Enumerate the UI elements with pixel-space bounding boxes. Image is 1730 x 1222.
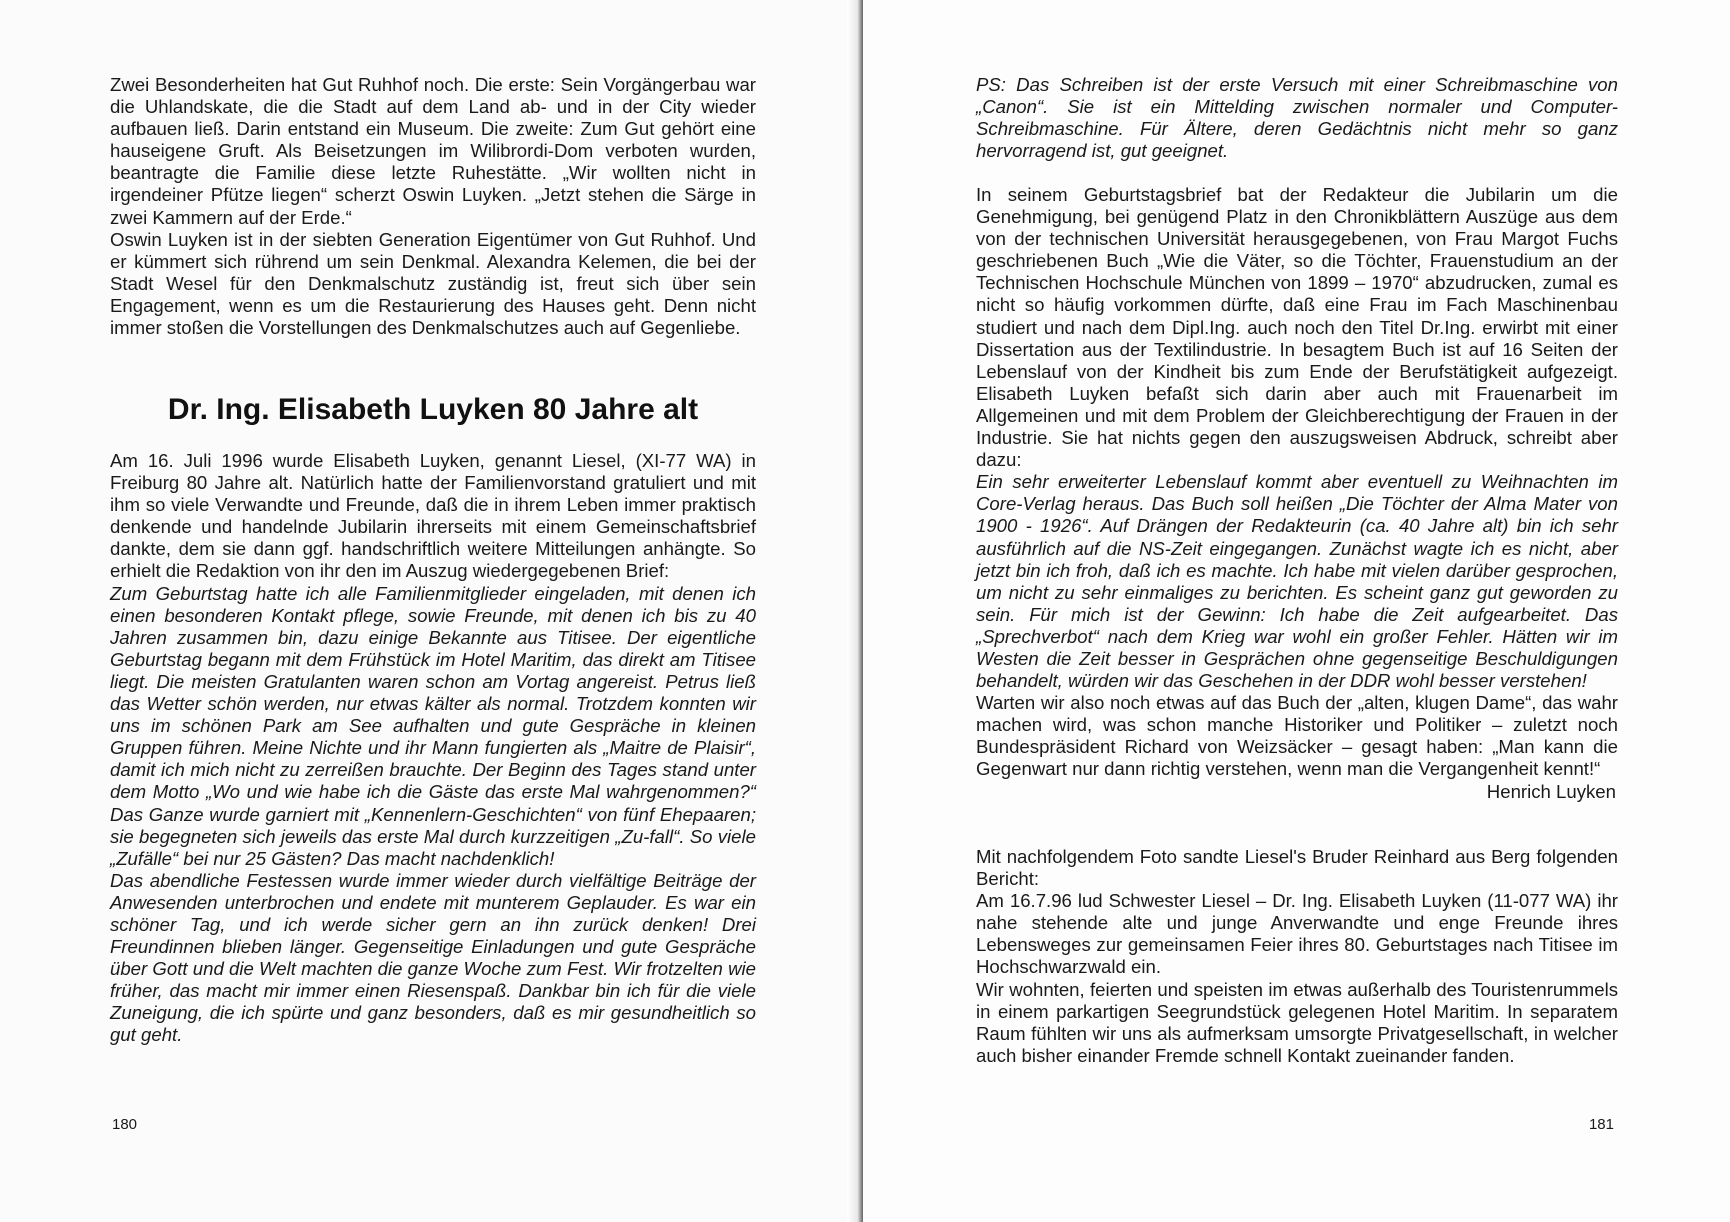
report-section — [976, 846, 1618, 1067]
intro-section — [110, 74, 756, 339]
author-signature: Henrich Luyken — [1486, 780, 1616, 802]
closing-paragraph: Warten wir also noch etwas auf das Buch der „alten, klugen Dame“, das wahr machen wird, was schon manche Historiker und Politiker – zuletzt noch Bundespräsident Richard von Weizsäcker – gesagt haben: „Man kann die Gegenwart nur dann richtig verstehen, wenn man die Vergangenheit kennt!“ — [976, 692, 1618, 780]
article-body — [110, 450, 756, 1047]
right-page — [863, 0, 1730, 1222]
letter-excerpt-2: Das abendliche Festessen wurde immer wieder durch vielfältige Beiträge der Anwesenden unterbrochen und endete mit munterem Geplauder. Es war ein schöner Tag, und ich werde sicher gern an ihn zurück denken! Drei Freundinnen blieben länger. Gegenseitige Einladungen und gute Gespräche über Gott und die Welt machten die ganze Woche zum Fest. Wir frotzelten wie früher, das macht mir immer einen Riesenspaß. Dankbar bin ich für die viele Zuneigung, die ich spürte und ganz besonders, daß es mir gesundheitlich so gut geht. — [110, 869, 756, 1046]
letter-excerpt-1: Zum Geburtstag hatte ich alle Familienmitglieder eingeladen, mit denen ich einen besonderen Kontakt pflege, sowie Freunde, mit denen ich bis zu 40 Jahren zusammen bin, dazu einige Bekannte aus Titisee. Der eigentliche Geburtstag begann mit dem Frühstück im Hotel Maritim, das direkt am Titisee liegt. Die meisten Gratulanten waren schon am Vortag angereist. Petrus ließ das Wetter schön werden, nur etwas kälter als normal. Trotzdem konnten wir uns im schönen Park am See aufhalten und gute Gespräche in kleinen Gruppen führen. Meine Nichte und ihr Mann fungierten als „Maitre de Plaisir“, damit ich mich nicht zu zerreißen brauchte. Der Beginn des Tages stand unter dem Motto „Wo und wie habe ich die Gäste das erste Mal wahrgenommen?“ Das Ganze wurde garniert mit „Kennenlern-Geschichten“ von fünf Ehepaaren; sie begegneten sich jeweils das erste Mal durch kurzzeitigen „Zu-fall“. So viele „Zufälle“ bei nur 25 Gästen? Das macht nachdenklich! — [110, 582, 756, 869]
left-page — [0, 0, 863, 1222]
report-line-2: Am 16.7.96 lud Schwester Liesel – Dr. Ing. Elisabeth Luyken (11-077 WA) ihr nahe stehende alte und junge Anverwandte und enge Freunde ihres Lebensweges zur gemeinsamen Feier ihres 80. Geburtstages nach Titisee im Hochschwarzwald ein. — [976, 890, 1618, 978]
editor-paragraph: In seinem Geburtstagsbrief bat der Redakteur die Jubilarin um die Genehmigung, bei genügend Platz in den Chronikblättern Auszüge aus dem von der technischen Universität herausgegebenen, von Frau Margot Fuchs geschriebenen Buch „Wie die Väter, so die Töchter, Frauenstudium an der Technischen Hochschule München von 1899 – 1970“ abzudrucken, zumal es nicht so häufig vorkommen dürfte, daß eine Frau im Fach Maschinenbau studiert und nach dem Dipl.Ing. auch noch den Titel Dr.Ing. erwirbt mit einer Dissertation aus der Textilindustrie. In besagtem Buch ist auf 16 Seiten der Lebenslauf von der Kindheit bis zum Ende der Berufstätigkeit aufgezeigt. Elisabeth Luyken befaßt sich darin aber auch mit Frauenarbeit im Allgemeinen und mit dem Problem der Gleichberechtigung der Frauen in der Industrie. Sie hat nichts gegen den auszugsweisen Abdruck, schreibt aber dazu: — [976, 184, 1618, 471]
editor-section — [976, 184, 1618, 803]
intro-paragraph-ruhhof: Zwei Besonderheiten hat Gut Ruhhof noch. Die erste: Sein Vorgängerbau war die Uhlandskate, die die Stadt auf dem Land ab- und in der City wieder aufbauen ließ. Darin entstand ein Museum. Die zweite: Zum Gut gehört eine hauseigene Gruft. Als Beisetzungen im Wilibrordi-Dom verboten wurden, beantragte die Familie diese letzte Ruhestätte. „Wir wollten nicht in irgendeiner Pfütze liegen“ scherzt Oswin Luyken. „Jetzt stehen die Särge in zwei Kammern auf der Erde.“ — [110, 74, 756, 228]
page-number-left: 180 — [112, 1116, 138, 1133]
article-intro: Am 16. Juli 1996 wurde Elisabeth Luyken, genannt Liesel, (XI-77 WA) in Freiburg 80 Jahre alt. Natürlich hatte der Familienvorstand gratuliert und mit ihm so viele Verwandte und Freunde, daß die in ihrem Leben immer praktisch denkende und handelnde Jubilarin ihrerseits mit einem Gemeinschaftsbrief dankte, dem sie dann ggf. handschriftlich weitere Mitteilungen anhängte. So erhielt die Redaktion von ihr den im Auszug wiedergegebenen Brief: — [110, 450, 756, 582]
report-line-3: Wir wohnten, feierten und speisten im etwas außerhalb des Touristenrummels in einem parkartigen Seegrundstück gelegenen Hotel Maritim. In separatem Raum fühlten wir uns als aufmerksam umsorgte Privatgesellschaft, in welcher auch bisher einander Fremde schnell Kontakt zueinander fanden. — [976, 978, 1618, 1066]
intro-paragraph-oswin: Oswin Luyken ist in der siebten Generation Eigentümer von Gut Ruhhof. Und er kümmert sich rührend um sein Denkmal. Alexandra Kelemen, die bei der Stadt Wesel für den Denkmalschutz zuständig ist, freut sich über sein Engagement, wenn es um die Restaurierung des Hauses geht. Denn nicht immer stoßen die Vorstellungen des Denkmalschutzes auch auf Gegenliebe. — [110, 228, 756, 339]
report-line-1: Mit nachfolgendem Foto sandte Liesel's Bruder Reinhard aus Berg folgenden Bericht: — [976, 846, 1618, 890]
article-headline: Dr. Ing. Elisabeth Luyken 80 Jahre alt — [167, 393, 699, 426]
quoted-reply: Ein sehr erweiterter Lebenslauf kommt aber eventuell zu Weihnachten im Core-Verlag heraus. Das Buch soll heißen „Die Töchter der Alma Mater von 1900 - 1926“. Auf Drängen der Redakteurin (ca. 40 Jahre alt) bin ich sehr ausführlich auf die NS-Zeit eingegangen. Zunächst wagte ich es nicht, aber jetzt bin ich froh, daß ich es machte. Ich habe mit vielen darüber gesprochen, um nicht zu sehr einmaliges zu berichten. Es scheint ganz gut geworden zu sein. Für mich ist der Gewinn: Ich habe die Zeit aufgearbeitet. Das „Sprechverbot“ nach dem Krieg war wohl ein großer Fehler. Hätten wir im Westen die Zeit besser in Gesprächen ohne gegenseitige Beschuldigungen behandelt, würden wir das Geschehen in der DDR wohl besser verstehen! — [976, 471, 1618, 692]
postscript-section — [976, 74, 1618, 162]
page-number-right: 181 — [1588, 1116, 1614, 1133]
postscript: PS: Das Schreiben ist der erste Versuch mit einer Schreibmaschine von „Canon“. Sie ist ein Mittelding zwischen normaler und Computer-Schreibmaschine. Für Ältere, deren Gedächtnis nicht mehr so ganz hervorragend ist, gut geeignet. — [976, 74, 1618, 162]
